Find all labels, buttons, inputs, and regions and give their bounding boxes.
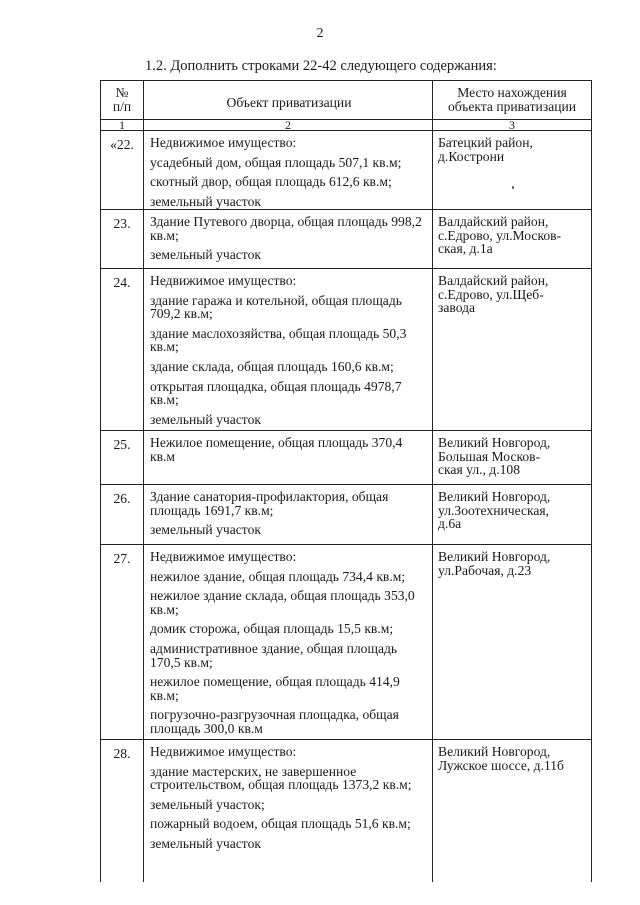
table-row bbox=[101, 269, 592, 431]
location-cell bbox=[433, 269, 592, 431]
object-cell bbox=[144, 131, 433, 210]
column-number-row bbox=[101, 120, 592, 131]
object-cell bbox=[144, 431, 433, 485]
object-item: усадебный дом, общая площадь 507,1 кв.м; bbox=[150, 154, 402, 170]
column-number: 3 bbox=[433, 120, 592, 131]
location-cell bbox=[433, 485, 592, 545]
column-number: 2 bbox=[144, 120, 433, 131]
location-line: с.Едрово, ул.Щеб- bbox=[438, 286, 544, 302]
row-number: «22. bbox=[101, 131, 144, 210]
location-line: с.Едрово, ул.Москов- bbox=[438, 227, 562, 243]
object-item: открытая площадка, общая площадь 4978,7 кв.м; bbox=[150, 378, 402, 408]
header-number-sign: № bbox=[115, 84, 129, 100]
object-cell bbox=[144, 485, 433, 545]
privatization-table bbox=[100, 80, 592, 882]
header-location-line1: Место нахождения bbox=[457, 84, 567, 100]
location-line: Великий Новгород, bbox=[438, 489, 551, 504]
location-line: Лужское шоссе, д.11б bbox=[438, 757, 564, 773]
row-number: 28. bbox=[101, 740, 144, 883]
table-body bbox=[101, 131, 592, 883]
location-line: ская ул., д.108 bbox=[438, 462, 521, 478]
table-row bbox=[101, 485, 592, 545]
object-item: пожарный водоем, общая площадь 51,6 кв.м; bbox=[150, 816, 411, 832]
row-number: 25. bbox=[101, 431, 144, 485]
object-item: здание склада, общая площадь 160,6 кв.м; bbox=[150, 358, 394, 374]
object-item: скотный двор, общая площадь 612,6 кв.м; bbox=[150, 174, 392, 190]
row-number: 26. bbox=[101, 485, 144, 545]
object-item: Нежилое помещение, общая площадь 370,4 кв.м bbox=[150, 435, 403, 464]
object-cell bbox=[144, 740, 433, 883]
location-line: Батецкий район, bbox=[438, 135, 533, 150]
header-number-abbr: п/п bbox=[112, 99, 132, 114]
location-line: завода bbox=[438, 300, 476, 316]
table-row bbox=[101, 131, 592, 210]
object-item: нежилое помещение, общая площадь 414,9 кв.м; bbox=[150, 674, 400, 703]
location-line: Валдайский район, bbox=[438, 273, 549, 288]
object-item: Недвижимое имущество: bbox=[150, 273, 297, 288]
object-item: нежилое здание, общая площадь 734,4 кв.м; bbox=[150, 568, 406, 584]
scan-speck bbox=[512, 186, 514, 189]
header-location-line2: объекта приватизации bbox=[447, 99, 577, 114]
object-item: административное здание, общая площадь 170,5 кв.м; bbox=[150, 640, 398, 670]
location-line: Валдайский район, bbox=[438, 214, 549, 229]
object-cell bbox=[144, 210, 433, 269]
location-line: Великий Новгород, bbox=[438, 435, 551, 450]
header-number bbox=[101, 81, 144, 120]
object-cell bbox=[144, 545, 433, 740]
location-cell bbox=[433, 740, 592, 883]
object-item: земельный участок bbox=[150, 835, 261, 851]
location-line: Великий Новгород, bbox=[438, 744, 551, 759]
header-object: Объект приватизации bbox=[144, 81, 433, 120]
object-item: Недвижимое имущество: bbox=[150, 135, 297, 150]
object-item: земельный участок bbox=[150, 522, 261, 538]
object-item: Здание санатория-профилактория, общая площадь 1691,7 кв.м; bbox=[150, 489, 389, 518]
column-number: 1 bbox=[101, 120, 144, 131]
header-location bbox=[433, 81, 592, 120]
location-line: д.6а bbox=[438, 516, 462, 532]
object-item: погрузочно-разгрузочная площадка, общая площадь 300,0 кв.м bbox=[150, 707, 399, 736]
table-row bbox=[101, 545, 592, 740]
table-row bbox=[101, 210, 592, 269]
location-line: ул.Зоотехническая, bbox=[438, 502, 550, 518]
table-row bbox=[101, 431, 592, 485]
table-header-row bbox=[101, 81, 592, 120]
page-number: 2 bbox=[316, 26, 324, 41]
object-item: домик сторожа, общая площадь 15,5 кв.м; bbox=[150, 621, 394, 637]
object-item: здание гаража и котельной, общая площадь 709,2 кв.м; bbox=[150, 292, 402, 322]
table-row bbox=[101, 740, 592, 883]
object-item: земельный участок; bbox=[150, 796, 265, 812]
location-cell bbox=[433, 210, 592, 269]
row-number: 23. bbox=[101, 210, 144, 269]
object-item: земельный участок bbox=[150, 247, 261, 263]
object-item: земельный участок bbox=[150, 411, 261, 427]
location-line: Великий Новгород, bbox=[438, 549, 551, 564]
object-item: здание мастерских, не завершенное строительством, общая площадь 1373,2 кв.м; bbox=[150, 763, 412, 793]
location-cell bbox=[433, 131, 592, 210]
object-item: земельный участок bbox=[150, 193, 261, 209]
location-cell bbox=[433, 545, 592, 740]
object-cell bbox=[144, 269, 433, 431]
object-item: Здание Путевого дворца, общая площадь 998,2 кв.м; bbox=[150, 214, 422, 243]
object-item: Недвижимое имущество: bbox=[150, 744, 297, 759]
location-cell bbox=[433, 431, 592, 485]
row-number: 27. bbox=[101, 545, 144, 740]
location-line: д.Кострони bbox=[438, 148, 505, 164]
row-number: 24. bbox=[101, 269, 144, 431]
location-line: ул.Рабочая, д.23 bbox=[438, 562, 532, 578]
object-item: Недвижимое имущество: bbox=[150, 549, 297, 564]
object-item: нежилое здание склада, общая площадь 353,0 кв.м; bbox=[150, 588, 415, 617]
intro-text: 1.2. Дополнить строками 22-42 следующего содержания: bbox=[145, 58, 497, 74]
location-line: Большая Москов- bbox=[438, 448, 541, 464]
location-line: ская, д.1а bbox=[438, 241, 493, 257]
object-item: здание маслохозяйства, общая площадь 50,3 кв.м; bbox=[150, 325, 407, 355]
